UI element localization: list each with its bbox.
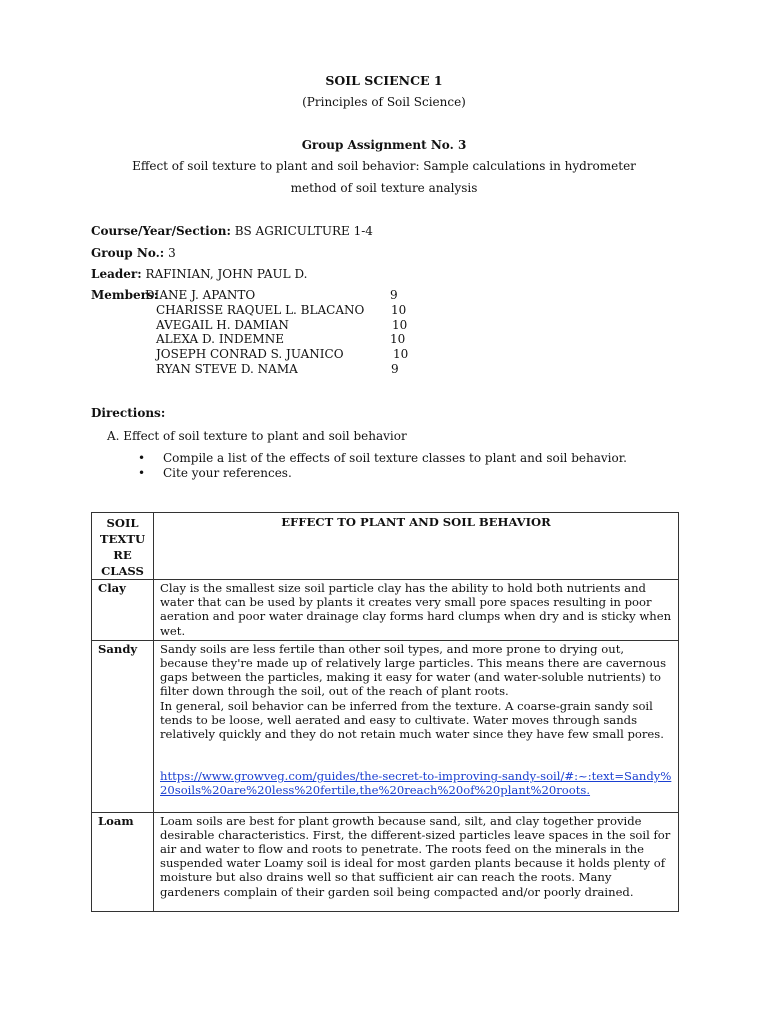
directions-label: Directions:	[91, 406, 166, 420]
cell-effect	[154, 640, 679, 812]
member-grade: 9	[390, 288, 398, 302]
table-row	[92, 580, 679, 641]
leader-value: RAFINIAN, JOHN PAUL D.	[141, 267, 308, 281]
bullet-icon: •	[138, 466, 146, 480]
cell-class: Clay	[92, 580, 154, 641]
header-class-line: CLASS	[101, 564, 144, 578]
header-effect: EFFECT TO PLANT AND SOIL BEHAVIOR	[154, 513, 679, 580]
spacer	[160, 899, 672, 909]
assignment-description-line2: method of soil texture analysis	[290, 181, 478, 195]
table-header-row	[92, 513, 679, 580]
members-label: Members:	[91, 288, 159, 302]
table-row	[92, 640, 679, 812]
header-class-line: SOIL	[106, 516, 139, 530]
member-name: CHARISSE RAQUEL L. BLACANO	[156, 303, 365, 317]
leader-label: Leader:	[91, 267, 142, 281]
course-line	[91, 224, 373, 238]
doc-subtitle: (Principles of Soil Science)	[302, 95, 466, 109]
course-label: Course/Year/Section:	[91, 224, 231, 238]
course-value: BS AGRICULTURE 1-4	[230, 224, 373, 238]
member-name: ALEXA D. INDEMNE	[156, 332, 284, 346]
bullet-text: Cite your references.	[163, 466, 292, 480]
reference-link[interactable]: https://www.growveg.com/guides/the-secret-to-improving-sandy-soil/#:~:text=Sandy%20soils%20are%20less%20fertile,the%20reach%20of%20plant%20roots.	[160, 769, 672, 798]
member-name: DIANE J. APANTO	[145, 288, 256, 302]
doc-title: SOIL SCIENCE 1	[325, 73, 443, 88]
effect-text-2: In general, soil behavior can be inferred from the texture. A coarse-grain sandy soil tends to be loose, well aerated and easy to cultivate. Water moves through sands relatively quickly and they do not retain much water since they have few small pores.	[160, 698, 664, 742]
member-grade: 10	[391, 303, 407, 317]
group-value: 3	[164, 246, 176, 260]
member-name: JOSEPH CONRAD S. JUANICO	[156, 347, 344, 361]
direction-item-a: A. Effect of soil texture to plant and soil behavior	[107, 429, 407, 443]
cell-effect	[154, 580, 679, 641]
table-row	[92, 812, 679, 911]
leader-line	[91, 267, 307, 281]
member-grade: 9	[391, 362, 399, 376]
bullet-icon: •	[138, 451, 146, 465]
effect-text: Sandy soils are less fertile than other soil types, and more prone to drying out, because they're made up of relatively large particles. This means there are cavernous gaps between the particles, making it easy for water (and water-soluble nutrients) to filter down through the soil, out of the reach of plant roots.	[160, 641, 667, 699]
member-grade: 10	[390, 332, 406, 346]
header-class-line: RE	[113, 548, 132, 562]
group-line	[91, 246, 176, 260]
member-name: AVEGAIL H. DAMIAN	[156, 318, 289, 332]
spacer	[160, 741, 672, 769]
assignment-title: Group Assignment No. 3	[301, 138, 467, 152]
member-grade: 10	[393, 347, 409, 361]
header-class-line: TEXTU	[99, 532, 146, 546]
effect-text: Loam soils are best for plant growth because sand, silt, and clay together provide desirable characteristics. First, the different-sized particles leave spaces in the soil for air and water to flow and roots to penetrate. The roots feed on the minerals in the suspended water Loamy soil is ideal for most garden plants because it holds plenty of moisture but also drains well so that sufficient air can reach the roots. Many gardeners complain of their garden soil being compacted and/or poorly drained.	[160, 813, 671, 899]
bullet-text: Compile a list of the effects of soil texture classes to plant and soil behavior.	[163, 451, 627, 465]
header-soil-texture-class	[92, 513, 154, 580]
cell-class: Loam	[92, 812, 154, 911]
cell-effect	[154, 812, 679, 911]
group-label: Group No.:	[91, 246, 165, 260]
assignment-description-line1: Effect of soil texture to plant and soil behavior: Sample calculations in hydrometer	[132, 159, 636, 173]
effect-text: Clay is the smallest size soil particle clay has the ability to hold both nutrients and water that can be used by plants it creates very small pore spaces resulting in poor aeration and poor water drainage clay forms hard clumps when dry and is sticky when wet.	[160, 581, 672, 638]
soil-texture-table	[91, 512, 679, 912]
cell-class: Sandy	[92, 640, 154, 812]
member-name: RYAN STEVE D. NAMA	[156, 362, 298, 376]
member-grade: 10	[392, 318, 408, 332]
spacer	[160, 798, 672, 810]
